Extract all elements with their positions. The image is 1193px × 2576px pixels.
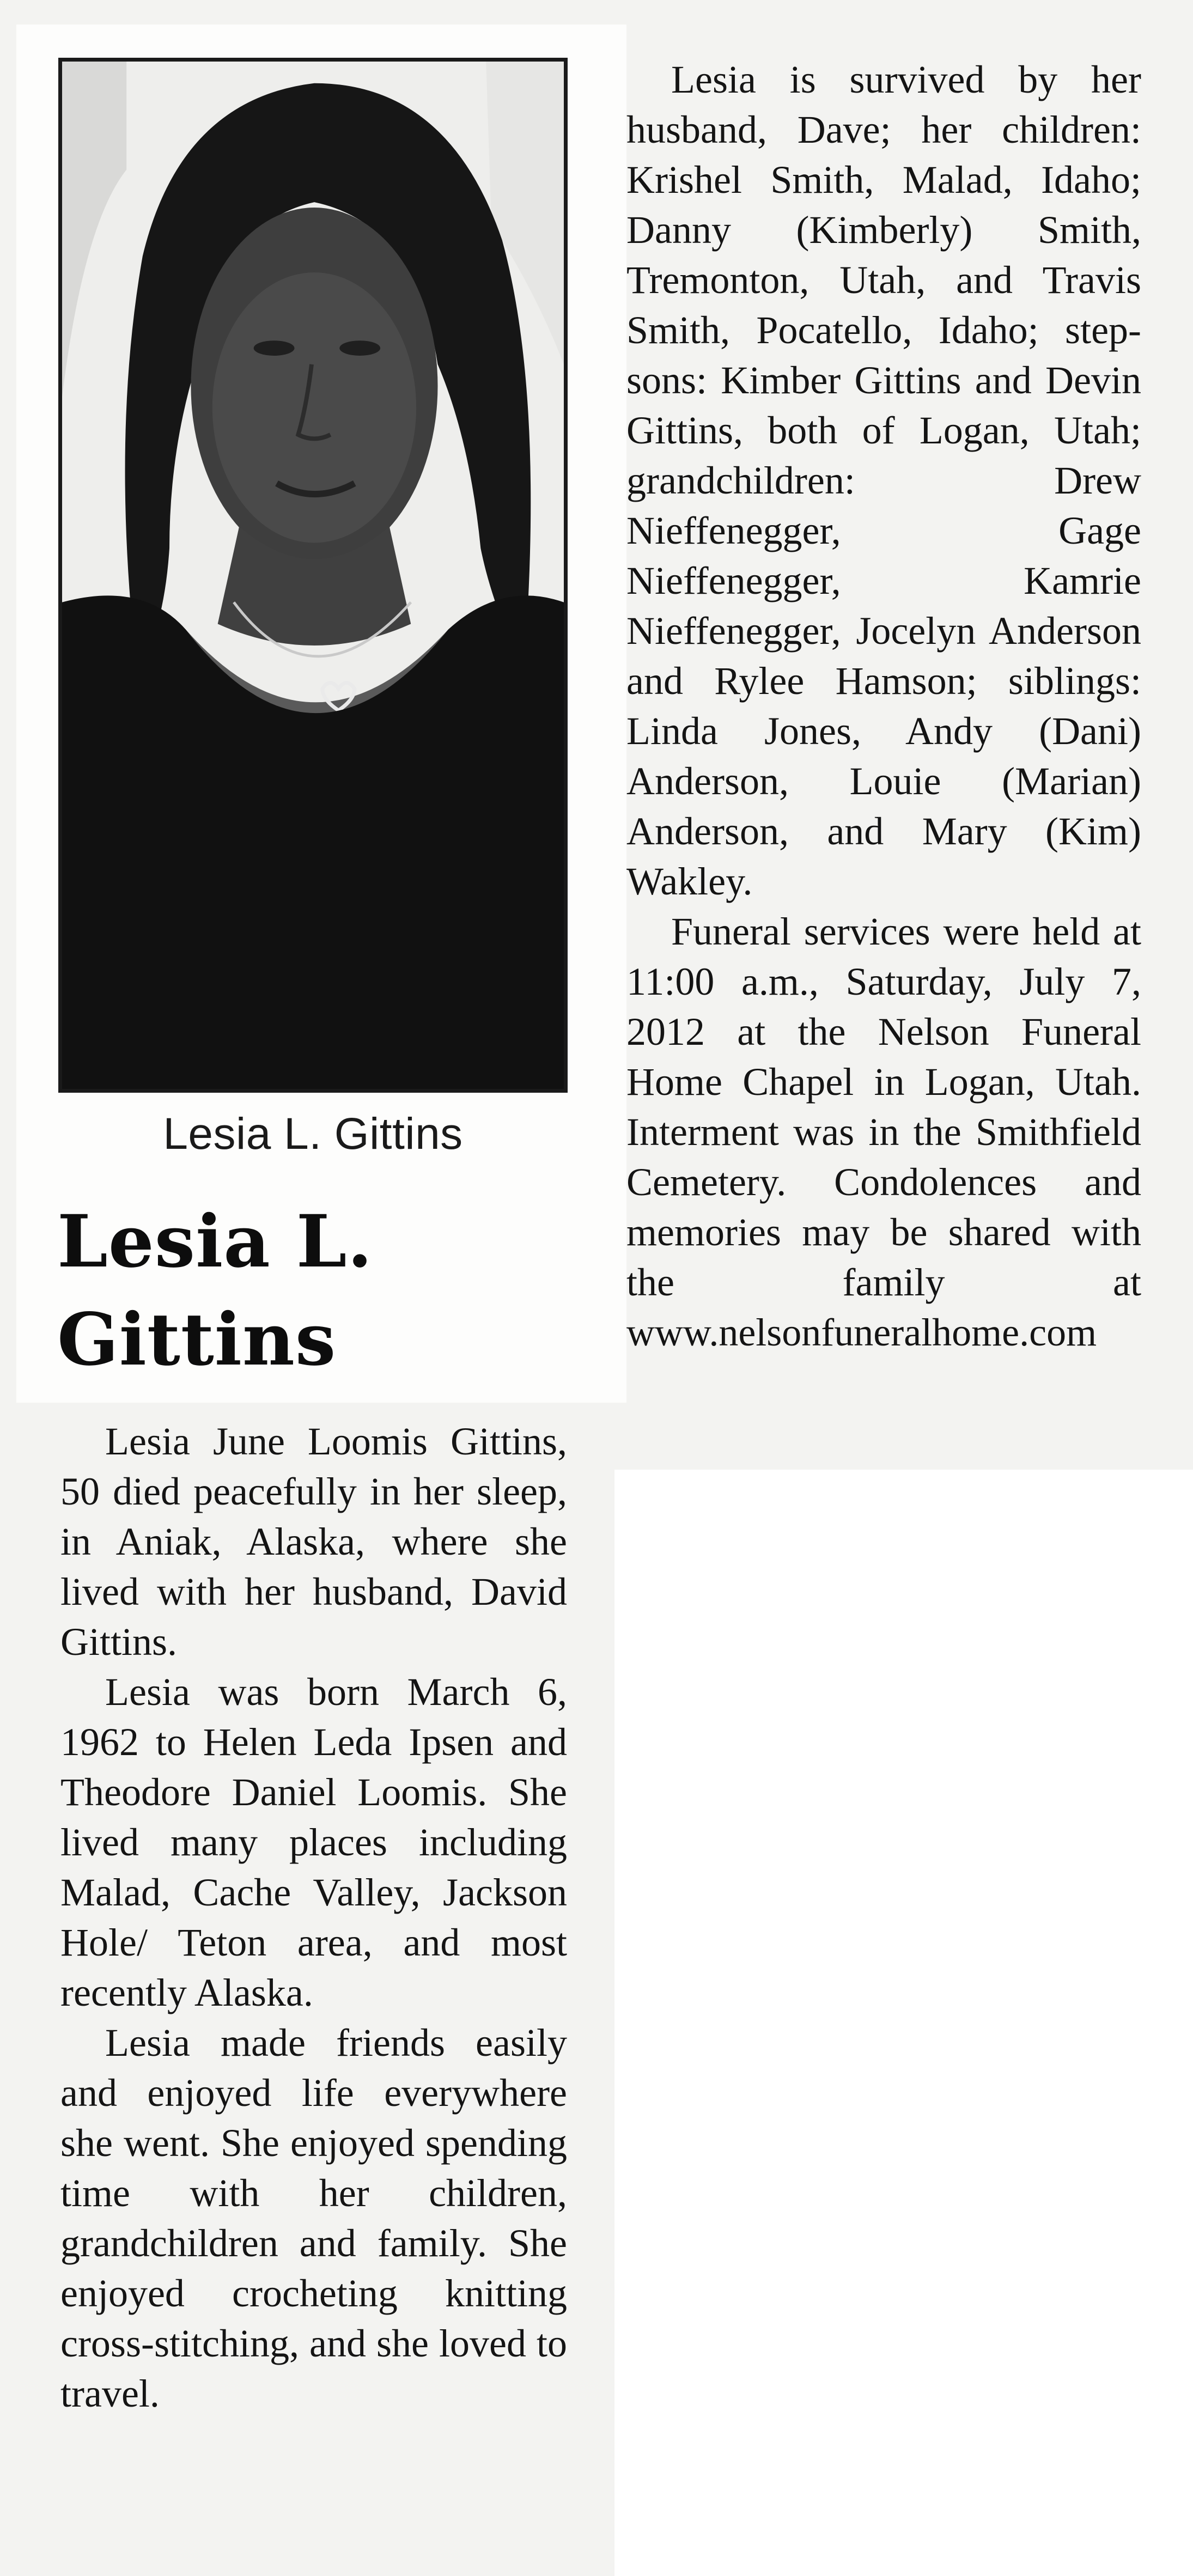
portrait-photo	[58, 58, 568, 1093]
paragraph-interests: Lesia made friends easily and enjoyed life everywhere she went. She enjoyed spending time with her children, grandchildren and family. She enjoyed crocheting knitting cross-stitching, and she loved to travel.	[60, 2021, 567, 2415]
headline-line-1: Lesia L.	[57, 1199, 373, 1284]
paragraph-birth: Lesia was born March 6, 1962 to Helen Leda Ipsen and Theodore Daniel Loomis. She lived many places including Malad, Cache Valley, Jackson Hole/ Teton area, and most recently Alaska.	[60, 1670, 567, 2014]
body-column-left	[60, 1416, 567, 2419]
paragraph-services: Funeral services were held at 11:00 a.m., Saturday, July 7, 2012 at the Nelson Funeral Home Chapel in Logan, Utah. Interment was in the Smithfield Cemetery. Condolences and memories may be shared with the family at www.nelsonfuneralhome.com	[626, 910, 1141, 1354]
portrait-image	[62, 62, 564, 1089]
obituary-headline	[57, 1193, 591, 1389]
headline-line-2: Gittins	[57, 1298, 337, 1382]
paragraph-survivors: Lesia is survived by her husband, Dave; her children: Krishel Smith, Malad, Idaho; Danny (Kimberly) Smith, Tremonton, Utah, and Travis Smith, Pocatello, Idaho; step-sons: Kimber Gittins and Devin Gittins, both of Logan, Utah; grandchildren: Drew Nieffenegger, Gage Nieffenegger, Kamrie Nieffenegger, Jocelyn Anderson and Rylee Hamson; siblings: Linda Jones, Andy (Dani) Anderson, Louie (Marian) Anderson, and Mary (Kim) Wakley.	[626, 58, 1141, 903]
photo-caption: Lesia L. Gittins	[163, 1109, 463, 1159]
body-column-right	[626, 54, 1141, 1357]
paragraph-death-notice: Lesia June Loomis Gittins, 50 died peacefully in her sleep, in Aniak, Alaska, where she lived with her husband, David Gittins.	[60, 1420, 567, 1664]
